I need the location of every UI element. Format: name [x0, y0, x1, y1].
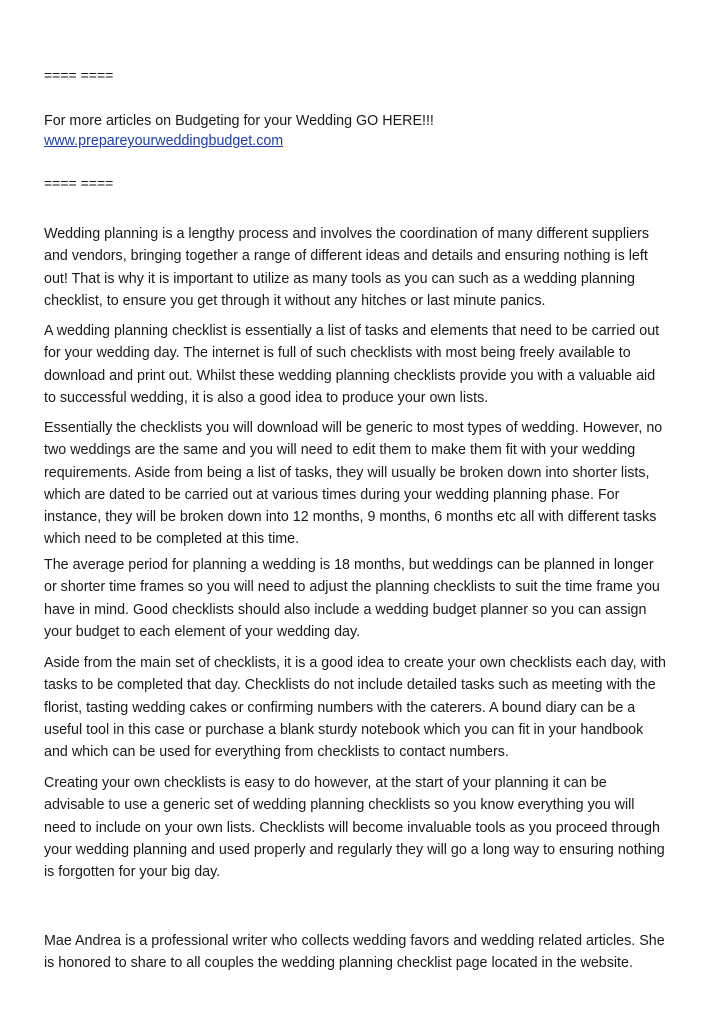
paragraph-line: advisable to use a generic set of wedding planning checklists so you know everything you will [44, 797, 635, 814]
paragraph-line: Creating your own checklists is easy to do however, at the start of your planning it can be [44, 775, 607, 791]
promo-block [44, 110, 694, 153]
paragraph-2 [44, 320, 694, 409]
paragraph-line: and vendors, bringing together a range of different ideas and details and ensuring nothing is left [44, 248, 648, 265]
paragraph-4 [44, 554, 694, 643]
paragraph-line: out! That is why it is important to utilize as many tools as you can such as a wedding planning [44, 270, 635, 287]
paragraph-3 [44, 417, 694, 551]
promo-text: For more articles on Budgeting for your Wedding GO HERE!!! [44, 113, 434, 129]
paragraph-line: two weddings are the same and you will need to edit them to make them fit with your wedding [44, 442, 636, 459]
paragraph-1 [44, 223, 694, 312]
paragraph-line: Essentially the checklists you will download will be generic to most types of wedding. However, no [44, 420, 663, 436]
promo-link[interactable]: www.prepareyourweddingbudget.com [44, 133, 284, 150]
paragraph-5 [44, 652, 694, 763]
paragraph-line: to successful wedding, it is also a good idea to produce your own lists. [44, 389, 489, 406]
separator-top: ==== ==== [44, 67, 114, 83]
paragraph-line: The average period for planning a wedding is 18 months, but weddings can be planned in longer [44, 557, 654, 573]
paragraph-line: and which can be used for everything from checklists to contact numbers. [44, 744, 509, 761]
paragraph-line: or shorter time frames so you will need to adjust the planning checklists to suit the time frame you [44, 579, 660, 596]
paragraph-line: have in mind. Good checklists should also include a wedding budget planner so you can assign [44, 601, 647, 618]
paragraph-line: Mae Andrea is a professional writer who collects wedding favors and wedding related articles. She [44, 933, 665, 949]
paragraph-line: florist, tasting wedding cakes or confirming numbers with the caterers. A bound diary can be a [44, 699, 636, 716]
paragraph-line: your budget to each element of your wedding day. [44, 623, 361, 640]
paragraph-line: which need to be completed at this time. [44, 531, 300, 548]
paragraph-line: A wedding planning checklist is essentially a list of tasks and elements that need to be carried out [44, 323, 660, 339]
paragraph-line: Wedding planning is a lengthy process and involves the coordination of many different suppliers [44, 226, 650, 242]
author-bio [44, 930, 694, 975]
paragraph-line: is forgotten for your big day. [44, 864, 221, 881]
paragraph-line: useful tool in this case or purchase a blank sturdy notebook which you can fit in your handbook [44, 721, 644, 738]
paragraph-line: instance, they will be broken down into 12 months, 9 months, 6 months etc all with different tasks [44, 509, 657, 526]
paragraph-line: is honored to share to all couples the wedding planning checklist page located in the website. [44, 955, 633, 972]
paragraph-6 [44, 772, 694, 883]
paragraph-line: which are dated to be carried out at various times during your wedding planning phase. For [44, 486, 620, 503]
paragraph-line: for your wedding day. The internet is full of such checklists with most being freely available to [44, 345, 631, 362]
paragraph-line: tasks to be completed that day. Checklists do not include detailed tasks such as meeting with the [44, 677, 656, 694]
paragraph-line: need to include on your own lists. Checklists will become invaluable tools as you proceed through [44, 819, 660, 836]
paragraph-line: requirements. Aside from being a list of tasks, they will usually be broken down into shorter lists, [44, 464, 650, 481]
separator-bottom: ==== ==== [44, 175, 114, 191]
paragraph-line: download and print out. Whilst these wedding planning checklists provide you with a valuable aid [44, 367, 656, 384]
paragraph-line: Aside from the main set of checklists, it is a good idea to create your own checklists each day, with [44, 655, 666, 671]
paragraph-line: your wedding planning and used properly and regularly they will go a long way to ensuring nothing [44, 841, 665, 858]
paragraph-line: checklist, to ensure you get through it without any hitches or last minute panics. [44, 292, 546, 309]
